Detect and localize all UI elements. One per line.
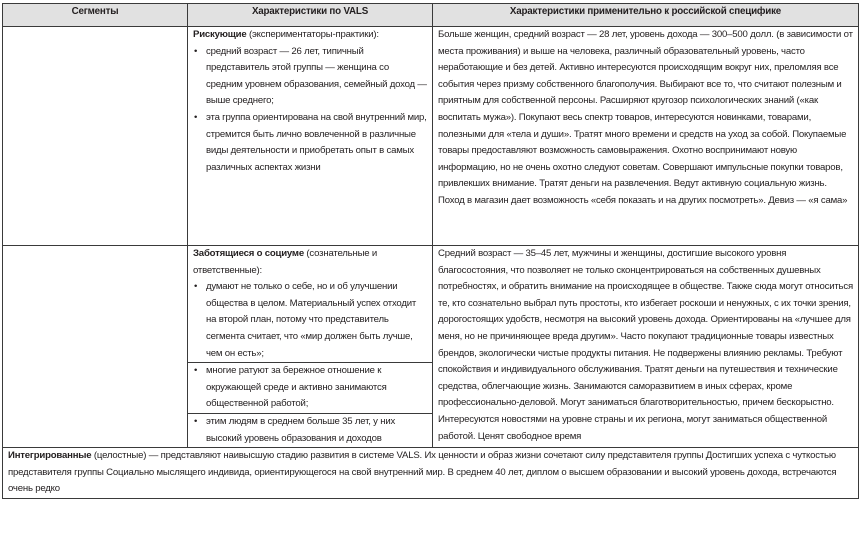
table-row-risk-takers xyxy=(3,27,859,246)
footer-row xyxy=(3,448,859,499)
list-item: • средний возраст — 26 лет, типичный представитель этой группы — женщина со средним уровнем образования, семейный доход — выше среднего; xyxy=(193,44,427,110)
list-item: • этим людям в среднем больше 35 лет, у них высокий уровень образования и доходов xyxy=(188,413,432,447)
header-row xyxy=(3,4,859,27)
header-segments: Сегменты xyxy=(3,4,188,27)
table-row-socially-conscious xyxy=(3,246,859,448)
segment-title-note: (экспериментаторы-практики): xyxy=(246,29,379,40)
segment-heading xyxy=(193,27,427,44)
header-russian: Характеристики применительно к российской специфике xyxy=(433,4,859,27)
russian-characteristics-cell: Больше женщин, средний возраст — 28 лет, уровень дохода — 300–500 долл. (в зависимости от места проживания) и выше на человека, различный образовательный уровень, часто неработающие и без детей. Активно интересуются происходящим вокруг них, преломляя все события через призму собственного благополучия. Выбирают все то, что считают полезным и приятным для собственной персоны. Расширяют кругозор психологических знаний («как воспитать мужа»). Покупают весь спектр товаров, интересуются новинками, товарами, полезными для «тела и души». Тратят много времени и средств на уход за собой. Покупаемые товары предоставляют возможность самовыражения. Охотно воспринимают новую информацию, но не очень охотно следуют советам. Совершают импульсные покупки товаров, привлекших внимание. Тратят деньги на развлечения. Ведут активную социальную жизнь. Поход в магазин дает возможность «себя показать и на других посмотреть». Девиз — «я сама» xyxy=(433,27,859,246)
footer-text: (целостные) — представляют наивысшую стадию развития в системе VALS. Их ценности и образ жизни сочетают силу представителя группы Достигших успеха с чуткостью представителя группы Социально мыслящего индивида, ориентирующегося на свой внутренний мир. В среднем 40 лет, диплом о высшем образовании и высокий уровень дохода, встречаются очень редко xyxy=(8,450,837,495)
vals-bullet-list xyxy=(193,44,427,177)
segment-title-note: (сознательные и ответственные): xyxy=(193,248,378,276)
list-item: • многие ратуют за бережное отношение к окружающей среде и активно занимаются общественной работой; xyxy=(188,362,432,413)
integrated-segment-cell xyxy=(3,448,859,499)
segment-title: Заботящиеся о социуме xyxy=(193,248,304,259)
list-item: • эта группа ориентирована на свой внутренний мир, стремится быть лично вовлеченной в различные виды деятельности и приобретать опыт в самых различных аспектах жизни xyxy=(193,110,427,176)
segment-title: Рискующие xyxy=(193,29,247,40)
segment-cell xyxy=(3,27,188,246)
vals-bullet-list xyxy=(193,279,427,447)
footer-title: Интегрированные xyxy=(8,450,92,462)
header-vals: Характеристики по VALS xyxy=(188,4,433,27)
vals-characteristics-cell xyxy=(188,246,433,448)
vals-segments-table xyxy=(2,3,859,499)
russian-characteristics-cell: Средний возраст — 35–45 лет, мужчины и женщины, достигшие высокого уровня благосостояния, что позволяет не только сконцентрироваться на собственных душевных потребностях, и обратить внимание на происходящее в обществе. Также сюда могут относиться те, кто сознательно выбрал путь простоты, кто избегает роскоши и ненужных, с их точки зрения, дорогостоящих удобств, несмотря на высокий уровень дохода. Ориентированы на «лучшее для меня, но не причиняющее вреда другим». Часто покупают традиционные товары известных брендов, экологически чистые продукты питания. Не подвержены влиянию рекламы. Требуют спокойствия и индивидуального обслуживания. Тратят деньги на путешествия и технические средства, облегчающие жизнь. Занимаются саморазвитием в иных сферах, кроме профессионально-деловой. Могут заниматься благотворительностью, причем бескорыстно. Интересуются новостями на уровне страны и их региона, могут заниматься общественной работой. Ценят свободное время xyxy=(433,246,859,448)
segment-heading xyxy=(193,246,427,279)
segment-cell xyxy=(3,246,188,448)
list-item: • думают не только о себе, но и об улучшении общества в целом. Материальный успех отходит на второй план, потому что представитель сегмента считает, что «мир должен быть лучше, чем он есть»; xyxy=(193,279,427,362)
vals-characteristics-cell xyxy=(188,27,433,246)
